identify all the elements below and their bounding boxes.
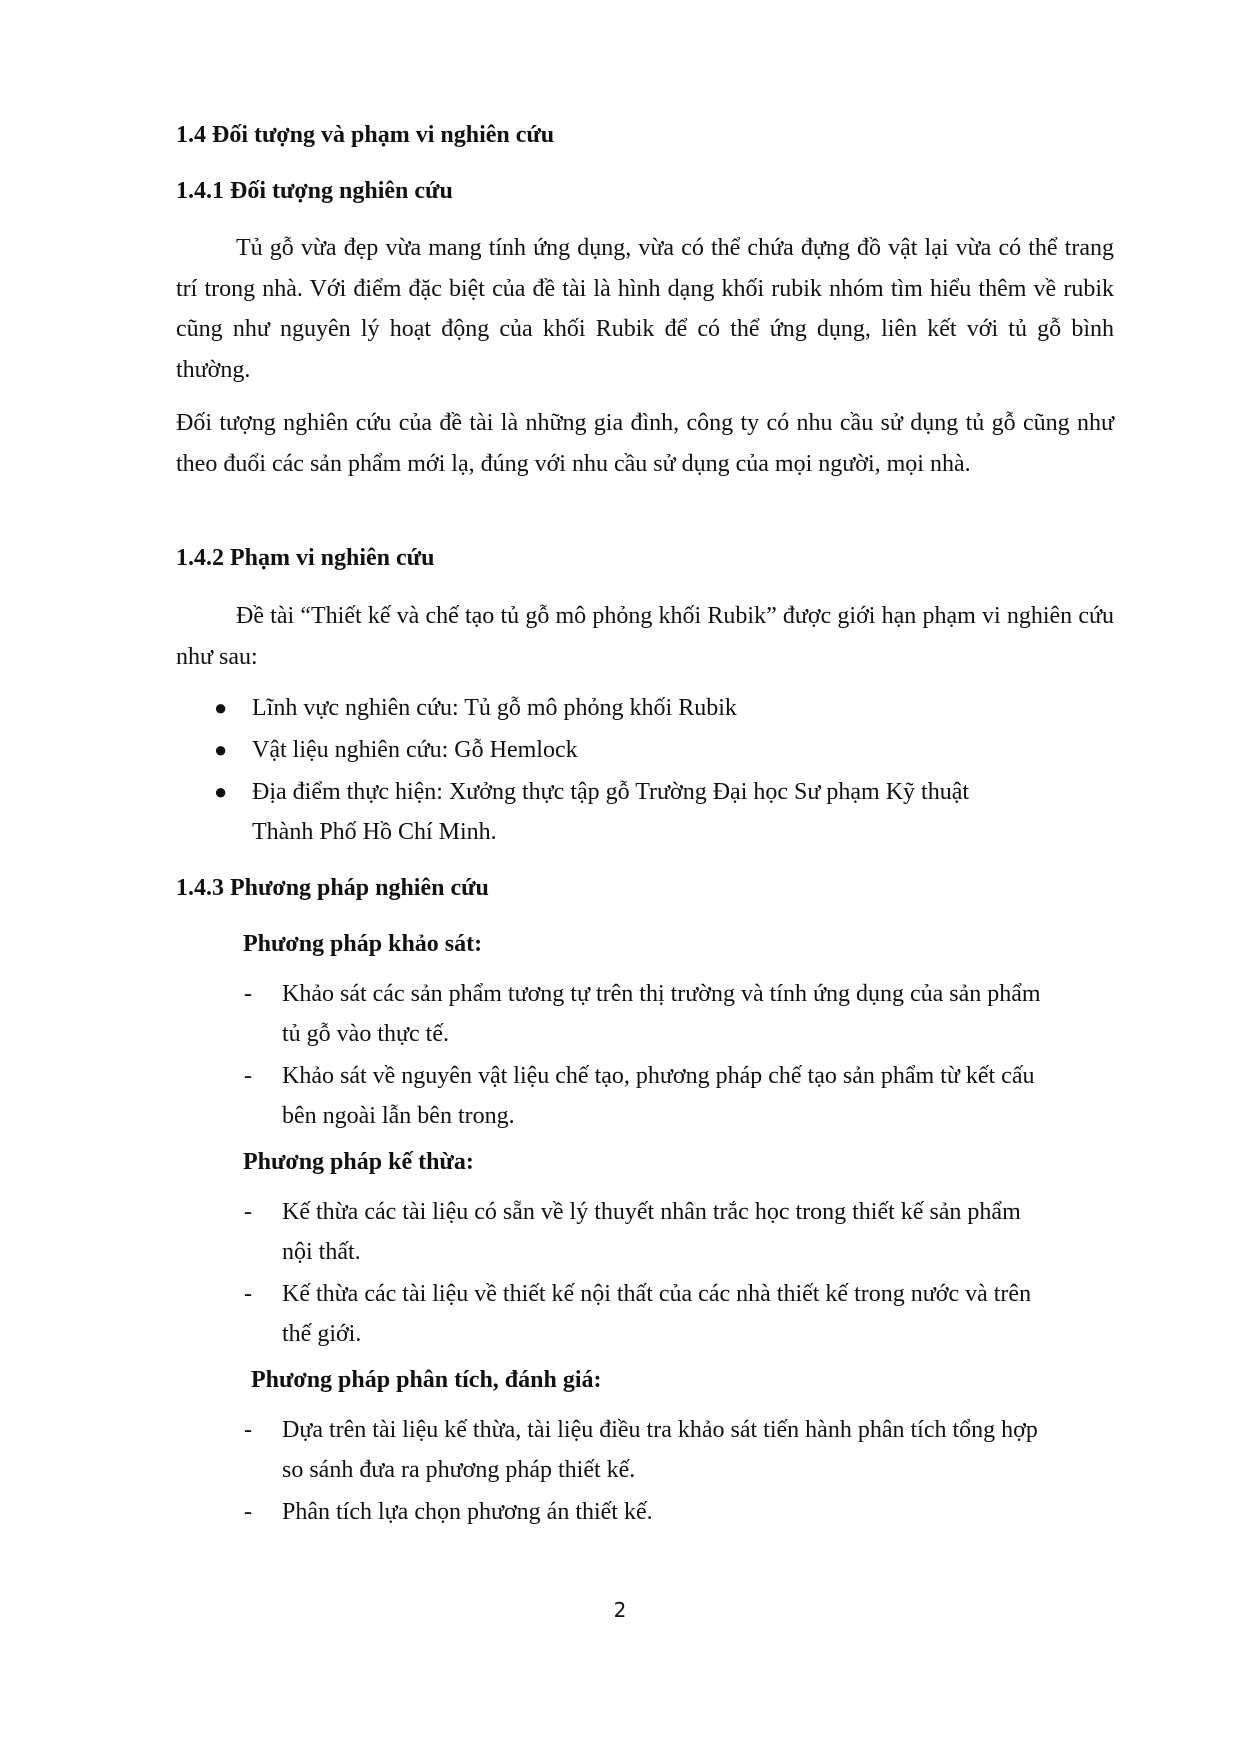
bullet-item-location: Địa điểm thực hiện: Xưởng thực tập gỗ Trường Đại học Sư phạm Kỹ thuật xyxy=(252,779,970,805)
method-item-line: Phân tích lựa chọn phương án thiết kế. xyxy=(282,1499,653,1525)
heading-1-4: 1.4 Đối tượng và phạm vi nghiên cứu xyxy=(176,122,555,148)
bullet-item-field: Lĩnh vực nghiên cứu: Tủ gỗ mô phỏng khối Rubik xyxy=(252,695,737,721)
method-item-line: Kế thừa các tài liệu về thiết kế nội thất của các nhà thiết kế trong nước và trên xyxy=(282,1281,1032,1307)
dash-marker: - xyxy=(244,1063,252,1089)
method-item-line: tủ gỗ vào thực tế. xyxy=(282,1021,449,1047)
method-title-inheritance: Phương pháp kế thừa: xyxy=(243,1149,474,1175)
dash-marker: - xyxy=(244,1281,252,1307)
method-item-line: Dựa trên tài liệu kế thừa, tài liệu điều tra khảo sát tiến hành phân tích tổng hợp xyxy=(282,1417,1038,1443)
dash-marker: - xyxy=(244,1199,252,1225)
heading-1-4-3: 1.4.3 Phương pháp nghiên cứu xyxy=(176,875,489,901)
method-item-line: Khảo sát về nguyên vật liệu chế tạo, phương pháp chế tạo sản phẩm từ kết cấu xyxy=(282,1063,1035,1089)
bullet-marker: ● xyxy=(214,695,228,720)
method-item-line: thế giới. xyxy=(282,1321,362,1347)
heading-1-4-2: 1.4.2 Phạm vi nghiên cứu xyxy=(176,545,435,571)
paragraph-scope-intro: Đề tài “Thiết kế và chế tạo tủ gỗ mô phỏng khối Rubik” được giới hạn phạm vi nghiên cứu như sau: xyxy=(176,603,1114,670)
paragraph-object-description: Tủ gỗ vừa đẹp vừa mang tính ứng dụng, vừa có thể chứa đựng đồ vật lại vừa có thể trang trí trong nhà. Với điểm đặc biệt của đề tài là hình dạng khối rubik nhóm tìm hiểu thêm về rubik cũng như nguyên lý hoạt động của khối Rubik để có thể ứng dụng, liên kết với tủ gỗ bình thường. xyxy=(176,235,1114,383)
method-item-line: nội thất. xyxy=(282,1239,361,1265)
bullet-marker: ● xyxy=(214,737,228,762)
bullet-marker: ● xyxy=(214,779,228,804)
method-item-line: bên ngoài lẫn bên trong. xyxy=(282,1103,515,1129)
bullet-item-material: Vật liệu nghiên cứu: Gỗ Hemlock xyxy=(252,737,578,763)
method-item-line: Kế thừa các tài liệu có sẵn về lý thuyết nhân trắc học trong thiết kế sản phẩm xyxy=(282,1199,1021,1225)
method-title-analysis: Phương pháp phân tích, đánh giá: xyxy=(251,1367,602,1393)
dash-marker: - xyxy=(244,981,252,1007)
heading-1-4-1: 1.4.1 Đối tượng nghiên cứu xyxy=(176,178,453,204)
bullet-item-location-continued: Thành Phố Hồ Chí Minh. xyxy=(252,819,497,845)
method-title-survey: Phương pháp khảo sát: xyxy=(243,931,483,957)
method-item-line: so sánh đưa ra phương pháp thiết kế. xyxy=(282,1457,636,1483)
page-number: 2 xyxy=(613,1598,627,1622)
method-item-line: Khảo sát các sản phẩm tương tự trên thị trường và tính ứng dụng của sản phẩm xyxy=(282,981,1041,1007)
paragraph-research-subjects: Đối tượng nghiên cứu của đề tài là những gia đình, công ty có nhu cầu sử dụng tủ gỗ cũng như theo đuổi các sản phẩm mới lạ, đúng với nhu cầu sử dụng của mọi người, mọi nhà. xyxy=(176,410,1114,477)
dash-marker: - xyxy=(244,1417,252,1443)
dash-marker: - xyxy=(244,1499,252,1525)
